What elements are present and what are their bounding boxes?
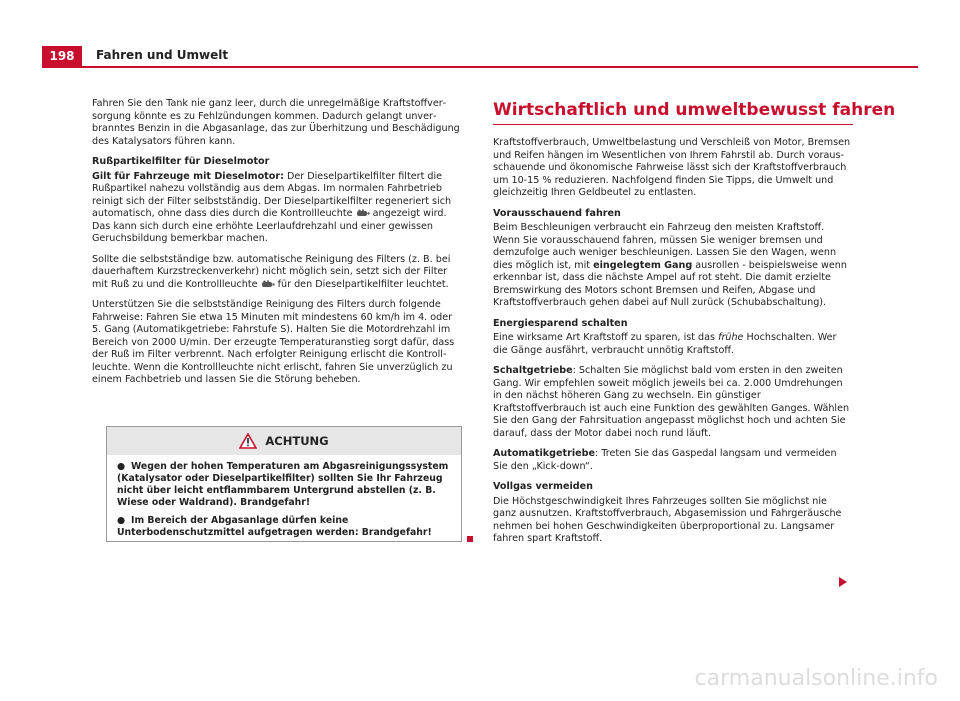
- section-title: Wirtschaftlich und umweltbewusst fahren: [493, 100, 896, 120]
- diesel-filter-warning-icon: [261, 280, 275, 288]
- bullet-icon: ●: [117, 461, 126, 472]
- paragraph-intro: Kraftstoffverbrauch, Umweltbelastung und Verschleiß von Motor, Bremsen und Reifen hängen im Wesentlichen von Ihrem Fahrstil ab. Durch vorausschauende und ökonomische Fahrweise lässt sich der Kraftstoffverbrauch um 10-15 % reduzieren. Nachfolgend finden Sie Tipps, die Umwelt und gleichzeitig Ihren Geldbeutel zu entlasten.: [493, 137, 851, 198]
- warning-triangle-icon: [239, 433, 257, 449]
- continue-arrow-icon: [838, 577, 848, 587]
- heading-rußpartikelfilter: Rußpartikelfilter für Dieselmotor: [92, 156, 270, 167]
- heading-vollgas: Vollgas vermeiden: [493, 481, 593, 492]
- heading-energiesparend: Energiesparend schalten: [493, 317, 628, 329]
- diesel-filter-warning-icon: [356, 209, 370, 217]
- paragraph-tank: Fahren Sie den Tank nie ganz leer, durch die unregelmäßige Kraftstoffversorgung könnte es zu Fehlzündungen kommen. Dadurch gelangt unverbranntes Benzin in die Abgasanlage, das zur Überhitzung und Beschädigung des Katalysators führen kann.: [92, 98, 460, 147]
- warning-box: [106, 426, 462, 542]
- chapter-title: Fahren und Umwelt: [96, 48, 229, 62]
- header-rule: [42, 66, 918, 68]
- bullet-icon: ●: [117, 515, 126, 526]
- section-end-marker: [467, 536, 473, 542]
- paragraph-schaltgetriebe: Schaltgetriebe: Schalten Sie möglichst bald vom ersten in den zweiten Gang. Wir empfehlen soweit möglich jeweils bei ca. 2.000 Umdrehungen in den nächst höheren Gang zu wechseln. Ein günstiger Kraftstoffverbrauch ist auch eine Funktion des gewählten Ganges. Wählen Sie den Gang der Fahrsituation angepasst möglichst hoch und achten Sie darauf, dass der Motor dabei noch rund läuft.: [493, 365, 850, 439]
- paragraph-kurzstrecke: Sollte die selbstständige bzw. automatische Reinigung des Filters (z. B. bei dauerhaftem Kurzstreckenverkehr) nicht möglich sein, setzt sich der Filter mit Ruß zu und die Kontrollleuchte für den Dieselpartikelfilter leuchtet.: [92, 253, 451, 290]
- right-column: [493, 100, 896, 554]
- left-column: [92, 98, 464, 395]
- section-rule: [493, 124, 853, 125]
- paragraph-reinigung: Unterstützen Sie die selbstständige Reinigung des Filters durch folgende Fahrweise: Fahren Sie etwa 15 Minuten mit mindestens 60 km/h im 4. oder 5. Gang (Automatikgetriebe: Fahrstufe S). Halten Sie die Motordrehzahl im Bereich von 2000 U/min. Der erzeugte Temperaturanstieg sorgt dafür, dass der Ruß im Filter verbrennt. Nach erfolgter Reinigung erlischt die Kontrollleuchte. Wenn die Kontrollleuchte nicht erlischt, fahren Sie unverzüglich zu einem Fachbetrieb und lassen Sie die Störung beheben.: [92, 299, 455, 385]
- warning-body: [107, 455, 461, 551]
- watermark: carmanualsonline.info: [694, 666, 938, 691]
- warning-item: ● Im Bereich der Abgasanlage dürfen keine Unterbodenschutzmittel aufgetragen werden: Brandgefahr!: [117, 515, 432, 538]
- filter-label: Gilt für Fahrzeuge mit Dieselmotor:: [92, 170, 284, 182]
- paragraph-vorausschauend: Beim Beschleunigen verbraucht ein Fahrzeug den meisten Kraftstoff. Wenn Sie vorausschauend fahren, müssen Sie weniger bremsen und demzufolge auch weniger beschleunigen. Lassen Sie den Wagen, wenn dies möglich ist, mit eingelegtem Gang ausrollen - beispielsweise wenn erkennbar ist, dass die nächste Ampel auf rot steht. Die damit erzielte Bremswirkung des Motors schont Bremsen und Reifen, Abgase und Kraftstoffverbrauch gehen dabei auf Null zurück (Schubabschaltung).: [493, 222, 847, 308]
- heading-vorausschauend: Vorausschauend fahren: [493, 207, 621, 219]
- warning-header: [107, 427, 461, 455]
- paragraph-vollgas: Die Höchstgeschwindigkeit Ihres Fahrzeuges sollten Sie möglichst nie ganz ausnutzen. Kraftstoffverbrauch, Abgasemission und Fahrgeräusche nehmen bei hohen Geschwindigkeiten überproportional zu. Langsamer fahren spart Kraftstoff.: [493, 495, 842, 544]
- paragraph-energiesparend: Eine wirksame Art Kraftstoff zu sparen, ist das frühe Hochschalten. Wer die Gänge ausfährt, verbraucht unnötig Kraftstoff.: [493, 332, 837, 356]
- paragraph-automatikgetriebe: Automatikgetriebe: Treten Sie das Gaspedal langsam und vermeiden Sie den „Kick-down“.: [493, 448, 837, 472]
- paragraph-filter: Gilt für Fahrzeuge mit Dieselmotor: Der Dieselpartikelfilter filtert die Rußpartikel nahezu vollständig aus dem Abgas. Im normalen Fahrbetrieb reinigt sich der Filter selbstständig. Der Dieselpartikelfilter regeneriert sich automatisch, ohne dass dies durch die Kontrollleuchte angezeigt wird. Das kann sich durch eine erhöhte Leerlaufdrehzahl und einer gewissen Geruchsbildung bemerkbar machen.: [92, 170, 452, 244]
- page-number: 198: [42, 46, 82, 66]
- warning-item: ● Wegen der hohen Temperaturen am Abgasreinigungssystem (Katalysator oder Dieselpartikelfilter) sollten Sie Ihr Fahrzeug nicht über leicht entflammbarem Untergrund abstellen (z. B. Wiese oder Waldrand). Brandgefahr!: [117, 461, 449, 508]
- warning-title: ACHTUNG: [265, 434, 329, 448]
